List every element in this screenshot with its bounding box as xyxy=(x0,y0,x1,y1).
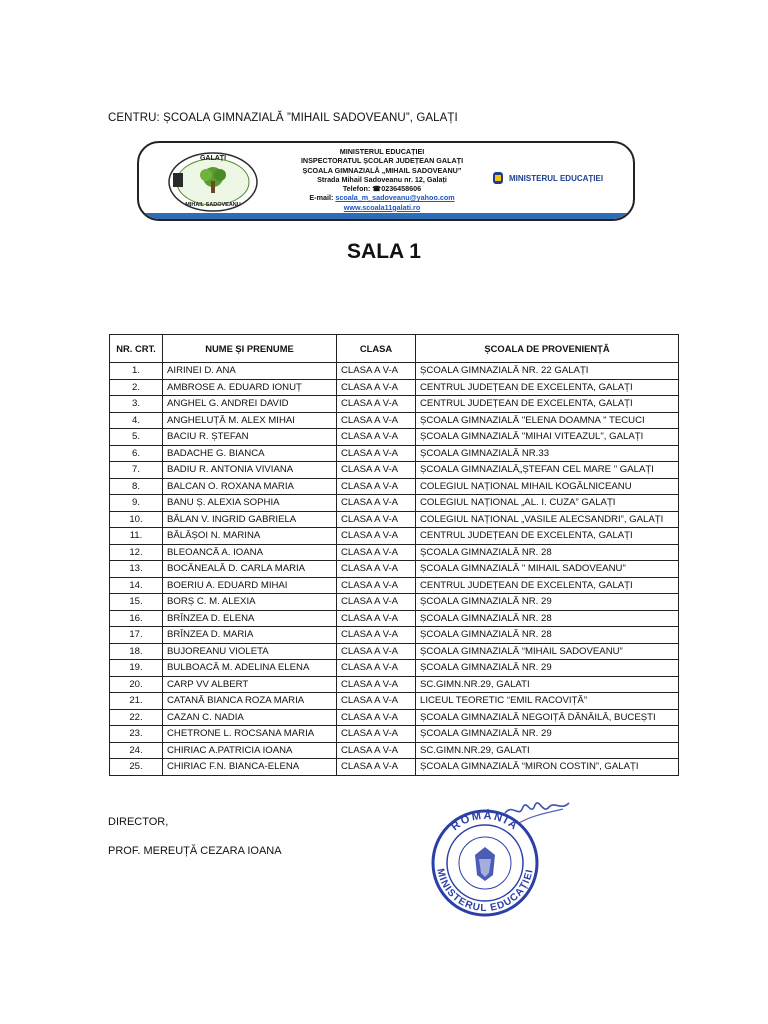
school-of-origin: LICEUL TEORETIC “EMIL RACOVIȚĂ” xyxy=(416,693,679,710)
student-name: BOERIU A. EDUARD MIHAI xyxy=(163,577,337,594)
row-number: 1. xyxy=(110,363,163,380)
student-name: BADIU R. ANTONIA VIVIANA xyxy=(163,462,337,479)
row-number: 24. xyxy=(110,742,163,759)
school-of-origin: SC.GIMN.NR.29, GALATI xyxy=(416,676,679,693)
table-row xyxy=(110,643,679,660)
student-name: AIRINEI D. ANA xyxy=(163,363,337,380)
table-row xyxy=(110,478,679,495)
svg-text:GALAȚI: GALAȚI xyxy=(199,155,227,162)
student-name: CATANĂ BIANCA ROZA MARIA xyxy=(163,693,337,710)
school-of-origin: ȘCOALA GIMNAZIALĂ NR.33 xyxy=(416,445,679,462)
students-table xyxy=(109,334,679,776)
table-row xyxy=(110,412,679,429)
student-name: BADACHE G. BIANCA xyxy=(163,445,337,462)
table-row xyxy=(110,429,679,446)
table-row xyxy=(110,709,679,726)
school-of-origin: ȘCOALA GIMNAZIALĂ NR. 28 xyxy=(416,610,679,627)
table-row xyxy=(110,544,679,561)
student-class: CLASA A V-A xyxy=(337,561,416,578)
table-row xyxy=(110,759,679,776)
director-label: DIRECTOR, xyxy=(108,816,169,828)
student-class: CLASA A V-A xyxy=(337,528,416,545)
school-of-origin: ȘCOALA GIMNAZIALĂ NR. 28 xyxy=(416,544,679,561)
row-number: 9. xyxy=(110,495,163,512)
school-of-origin: COLEGIUL NAȚIONAL „AL. I. CUZA” GALAȚI xyxy=(416,495,679,512)
student-class: CLASA A V-A xyxy=(337,610,416,627)
table-row xyxy=(110,363,679,380)
student-name: CHIRIAC A.PATRICIA IOANA xyxy=(163,742,337,759)
row-number: 12. xyxy=(110,544,163,561)
student-class: CLASA A V-A xyxy=(337,676,416,693)
row-number: 20. xyxy=(110,676,163,693)
table-row xyxy=(110,495,679,512)
page-title: SALA 1 xyxy=(347,240,421,263)
school-of-origin: ȘCOALA GIMNAZIALĂ "ELENA DOAMNA " TECUCI xyxy=(416,412,679,429)
student-class: CLASA A V-A xyxy=(337,742,416,759)
header-nr: NR. CRT. xyxy=(110,335,163,363)
school-of-origin: ȘCOALA GIMNAZIALĂ "MIHAI VITEAZUL", GALAȚI xyxy=(416,429,679,446)
school-of-origin: ȘCOALA GIMNAZIALĂ NR. 29 xyxy=(416,594,679,611)
row-number: 10. xyxy=(110,511,163,528)
student-class: CLASA A V-A xyxy=(337,429,416,446)
row-number: 4. xyxy=(110,412,163,429)
school-of-origin: ȘCOALA GIMNAZIALĂ NEGOIȚĂ DĂNĂILĂ, BUCEȘTI xyxy=(416,709,679,726)
student-class: CLASA A V-A xyxy=(337,396,416,413)
student-name: ANGHEL G. ANDREI DAVID xyxy=(163,396,337,413)
row-number: 14. xyxy=(110,577,163,594)
row-number: 13. xyxy=(110,561,163,578)
banner-line-address: Strada Mihail Sadoveanu nr. 12, Galați xyxy=(317,174,447,184)
school-of-origin: ȘCOALA GIMNAZIALĂ NR. 22 GALAȚI xyxy=(416,363,679,380)
school-of-origin: ȘCOALA GIMNAZIALĂ " MIHAIL SADOVEANU" xyxy=(416,561,679,578)
banner-line-ministry: MINISTERUL EDUCAȚIEI xyxy=(339,147,425,156)
student-name: BRÎNZEA D. ELENA xyxy=(163,610,337,627)
school-of-origin: CENTRUL JUDEȚEAN DE EXCELENTA, GALAȚI xyxy=(416,396,679,413)
table-row xyxy=(110,379,679,396)
school-of-origin: SC.GIMN.NR.29, GALATI xyxy=(416,742,679,759)
row-number: 7. xyxy=(110,462,163,479)
student-name: BLEOANCĂ A. IOANA xyxy=(163,544,337,561)
school-of-origin: COLEGIUL NAȚIONAL „VASILE ALECSANDRI”, GALAȚI xyxy=(416,511,679,528)
student-class: CLASA A V-A xyxy=(337,495,416,512)
center-title: CENTRU: ȘCOALA GIMNAZIALĂ ”MIHAIL SADOVEANU”, GALAȚI xyxy=(108,112,458,124)
official-stamp xyxy=(423,793,573,923)
row-number: 6. xyxy=(110,445,163,462)
student-class: CLASA A V-A xyxy=(337,445,416,462)
row-number: 16. xyxy=(110,610,163,627)
email-link[interactable]: scoala_m_sadoveanu@yahoo.com xyxy=(335,193,455,203)
student-name: BRÎNZEA D. MARIA xyxy=(163,627,337,644)
table-row xyxy=(110,627,679,644)
row-number: 8. xyxy=(110,478,163,495)
student-name: CARP VV ALBERT xyxy=(163,676,337,693)
row-number: 23. xyxy=(110,726,163,743)
table-row xyxy=(110,693,679,710)
svg-text:MIHAIL SADOVEANU: MIHAIL SADOVEANU xyxy=(185,202,241,208)
row-number: 22. xyxy=(110,709,163,726)
table-row xyxy=(110,511,679,528)
svg-text:MINISTERUL EDUCAȚIEI: MINISTERUL EDUCAȚIEI xyxy=(434,867,536,915)
header-name: NUME ȘI PRENUME xyxy=(163,335,337,363)
student-name: ANGHELUȚĂ M. ALEX MIHAI xyxy=(163,412,337,429)
student-class: CLASA A V-A xyxy=(337,544,416,561)
student-name: BĂLĂȘOI N. MARINA xyxy=(163,528,337,545)
student-class: CLASA A V-A xyxy=(337,511,416,528)
student-name: BANU Ș. ALEXIA SOPHIA xyxy=(163,495,337,512)
banner-line-school: ȘCOALA GIMNAZIALĂ „MIHAIL SADOVEANU” xyxy=(302,165,462,175)
ministry-logo xyxy=(491,171,603,185)
student-class: CLASA A V-A xyxy=(337,594,416,611)
student-name: CAZAN C. NADIA xyxy=(163,709,337,726)
table-row xyxy=(110,676,679,693)
row-number: 19. xyxy=(110,660,163,677)
student-class: CLASA A V-A xyxy=(337,577,416,594)
website-link[interactable]: www.scoala11galati.ro xyxy=(343,202,421,212)
school-banner xyxy=(137,141,635,221)
student-class: CLASA A V-A xyxy=(337,363,416,380)
student-class: CLASA A V-A xyxy=(337,643,416,660)
banner-line-email xyxy=(267,193,497,202)
student-name: BOCĂNEALĂ D. CARLA MARIA xyxy=(163,561,337,578)
school-of-origin: ȘCOALA GIMNAZIALĂ NR. 29 xyxy=(416,726,679,743)
student-class: CLASA A V-A xyxy=(337,379,416,396)
svg-text:ROMÂNIA: ROMÂNIA xyxy=(449,809,521,834)
student-class: CLASA A V-A xyxy=(337,726,416,743)
table-row xyxy=(110,528,679,545)
banner-stripe xyxy=(139,213,633,219)
table-row xyxy=(110,445,679,462)
student-name: CHIRIAC F.N. BIANCA-ELENA xyxy=(163,759,337,776)
row-number: 17. xyxy=(110,627,163,644)
student-class: CLASA A V-A xyxy=(337,693,416,710)
student-class: CLASA A V-A xyxy=(337,478,416,495)
row-number: 3. xyxy=(110,396,163,413)
banner-line-phone: Telefon: ☎0236458606 xyxy=(342,184,422,194)
student-name: CHETRONE L. ROCSANA MARIA xyxy=(163,726,337,743)
table-row xyxy=(110,660,679,677)
banner-line-isj: INSPECTORATUL ȘCOLAR JUDEȚEAN GALAȚI xyxy=(300,156,464,166)
table-row xyxy=(110,594,679,611)
student-class: CLASA A V-A xyxy=(337,709,416,726)
header-school: ȘCOALA DE PROVENIENȚĂ xyxy=(416,335,679,363)
student-class: CLASA A V-A xyxy=(337,412,416,429)
school-logo xyxy=(167,151,259,213)
row-number: 11. xyxy=(110,528,163,545)
row-number: 21. xyxy=(110,693,163,710)
table-row xyxy=(110,610,679,627)
table-row xyxy=(110,396,679,413)
school-of-origin: CENTRUL JUDEȚEAN DE EXCELENTA, GALAȚI xyxy=(416,379,679,396)
student-name: AMBROSE A. EDUARD IONUȚ xyxy=(163,379,337,396)
row-number: 2. xyxy=(110,379,163,396)
row-number: 25. xyxy=(110,759,163,776)
director-name: PROF. MEREUȚĂ CEZARA IOANA xyxy=(108,845,282,857)
table-row xyxy=(110,742,679,759)
student-class: CLASA A V-A xyxy=(337,660,416,677)
table-row xyxy=(110,726,679,743)
row-number: 15. xyxy=(110,594,163,611)
row-number: 18. xyxy=(110,643,163,660)
school-of-origin: CENTRUL JUDEȚEAN DE EXCELENTA, GALAȚI xyxy=(416,528,679,545)
banner-text xyxy=(267,147,497,221)
student-name: BORȘ C. M. ALEXIA xyxy=(163,594,337,611)
header-class: CLASA xyxy=(337,335,416,363)
email-label: E-mail: xyxy=(309,193,336,203)
student-name: BALCAN O. ROXANA MARIA xyxy=(163,478,337,495)
ministry-logo-text: MINISTERUL EDUCAȚIEI xyxy=(509,173,604,183)
student-name: BUJOREANU VIOLETA xyxy=(163,643,337,660)
school-of-origin: ȘCOALA GIMNAZIALĂ NR. 28 xyxy=(416,627,679,644)
student-name: BULBOACĂ M. ADELINA ELENA xyxy=(163,660,337,677)
student-class: CLASA A V-A xyxy=(337,627,416,644)
student-class: CLASA A V-A xyxy=(337,759,416,776)
coat-of-arms-icon xyxy=(491,171,505,185)
school-of-origin: ȘCOALA GIMNAZIALĂ “MIHAIL SADOVEANU” xyxy=(416,643,679,660)
student-name: BĂLAN V. INGRID GABRIELA xyxy=(163,511,337,528)
table-row xyxy=(110,577,679,594)
school-of-origin: COLEGIUL NAȚIONAL MIHAIL KOGĂLNICEANU xyxy=(416,478,679,495)
school-of-origin: ȘCOALA GIMNAZIALĂ„ȘTEFAN CEL MARE " GALAȚI xyxy=(416,462,679,479)
table-row xyxy=(110,462,679,479)
school-of-origin: ȘCOALA GIMNAZIALĂ NR. 29 xyxy=(416,660,679,677)
student-class: CLASA A V-A xyxy=(337,462,416,479)
school-of-origin: ȘCOALA GIMNAZIALĂ “MIRON COSTIN”, GALAȚI xyxy=(416,759,679,776)
school-of-origin: CENTRUL JUDEȚEAN DE EXCELENTA, GALAȚI xyxy=(416,577,679,594)
row-number: 5. xyxy=(110,429,163,446)
signature-mark xyxy=(505,803,569,813)
student-name: BACIU R. ȘTEFAN xyxy=(163,429,337,446)
table-row xyxy=(110,561,679,578)
table-header-row xyxy=(110,335,679,363)
